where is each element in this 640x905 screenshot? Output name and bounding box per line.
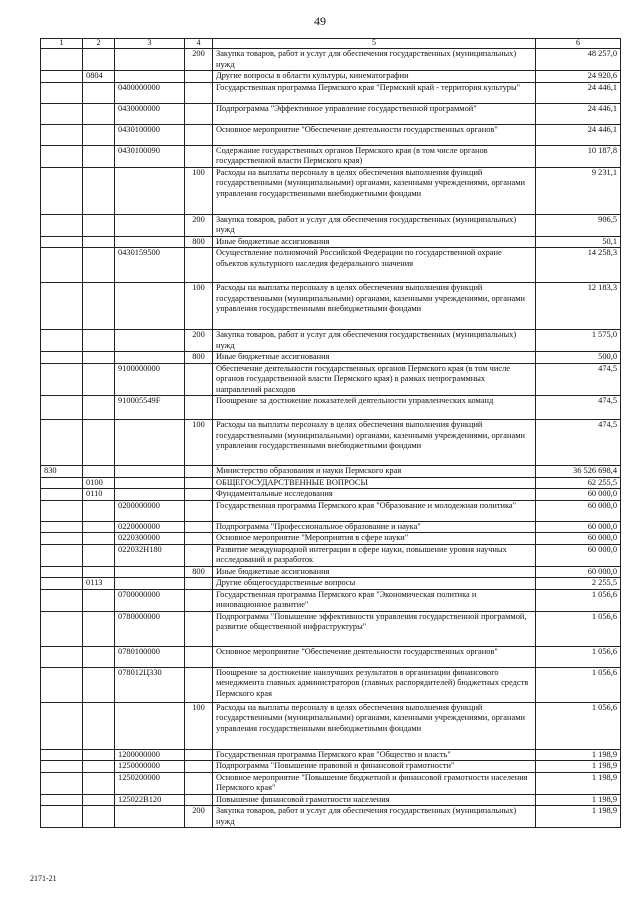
section-code-cell	[83, 396, 115, 420]
description-cell: Осуществление полномочий Российской Федерации по государственной охране объектов культурного наследия федерального значения	[213, 248, 536, 283]
department-code-cell	[41, 145, 83, 167]
table-row	[41, 330, 621, 352]
table-row	[41, 667, 621, 702]
target-article-cell	[115, 71, 185, 83]
amount-cell: 48 257,0	[536, 49, 621, 71]
target-article-cell	[115, 566, 185, 578]
expense-type-cell	[185, 82, 213, 103]
amount-cell: 1 056,6	[536, 646, 621, 667]
table-header-row	[41, 39, 621, 49]
amount-cell: 50,1	[536, 236, 621, 248]
amount-cell: 1 056,6	[536, 667, 621, 702]
target-article-cell: 0700000000	[115, 589, 185, 611]
amount-cell: 9 231,1	[536, 167, 621, 214]
table-row	[41, 806, 621, 828]
expense-type-cell: 100	[185, 283, 213, 330]
department-code-cell	[41, 749, 83, 761]
description-cell: Другие общегосударственные вопросы	[213, 578, 536, 590]
table-row	[41, 533, 621, 545]
section-code-cell	[83, 103, 115, 124]
description-cell: ОБЩЕГОСУДАРСТВЕННЫЕ ВОПРОСЫ	[213, 477, 536, 489]
table-row	[41, 772, 621, 794]
description-cell: Закупка товаров, работ и услуг для обеспечения государственных (муниципальных) нужд	[213, 49, 536, 71]
description-cell: Фундаментальные исследования	[213, 489, 536, 501]
expense-type-cell	[185, 646, 213, 667]
description-cell: Государственная программа Пермского края "Пермский край - территория культуры"	[213, 82, 536, 103]
amount-cell: 10 187,8	[536, 145, 621, 167]
department-code-cell	[41, 236, 83, 248]
header-col-3: 3	[115, 39, 185, 49]
department-code-cell	[41, 533, 83, 545]
section-code-cell: 0100	[83, 477, 115, 489]
section-code-cell: 0113	[83, 578, 115, 590]
target-article-cell: 0200000000	[115, 500, 185, 521]
amount-cell: 60 000,0	[536, 500, 621, 521]
budget-table	[40, 38, 621, 828]
expense-type-cell	[185, 544, 213, 566]
description-cell: Основное мероприятие "Обеспечение деятельности государственных органов"	[213, 646, 536, 667]
expense-type-cell: 200	[185, 49, 213, 71]
target-article-cell	[115, 330, 185, 352]
target-article-cell: 0220300000	[115, 533, 185, 545]
expense-type-cell	[185, 489, 213, 501]
table-row	[41, 489, 621, 501]
description-cell: Государственная программа Пермского края "Экономическая политика и инновационное развитие"	[213, 589, 536, 611]
description-cell: Поощрение за достижение наилучших результатов в организации финансового менеджмента главных администраторов (главных распорядителей) бюджетных средств Пермского края	[213, 667, 536, 702]
expense-type-cell	[185, 145, 213, 167]
description-cell: Подпрограмма "Эффективное управление государственной программой"	[213, 103, 536, 124]
amount-cell: 14 258,3	[536, 248, 621, 283]
expense-type-cell: 800	[185, 236, 213, 248]
header-col-2: 2	[83, 39, 115, 49]
amount-cell: 60 000,0	[536, 533, 621, 545]
table-row	[41, 477, 621, 489]
department-code-cell	[41, 283, 83, 330]
department-code-cell: 830	[41, 466, 83, 478]
department-code-cell	[41, 124, 83, 145]
description-cell: Обеспечение деятельности государственных органов Пермского края (в том числе органов государственной власти Пермского края) в рамках непрограммных направлений расходов	[213, 363, 536, 396]
target-article-cell: 022032H180	[115, 544, 185, 566]
department-code-cell	[41, 544, 83, 566]
expense-type-cell	[185, 667, 213, 702]
expense-type-cell: 100	[185, 167, 213, 214]
table-row	[41, 82, 621, 103]
expense-type-cell	[185, 466, 213, 478]
description-cell: Содержание государственных органов Пермского края (в том числе органов государственной власти Пермского края)	[213, 145, 536, 167]
target-article-cell	[115, 806, 185, 828]
description-cell: Иные бюджетные ассигнования	[213, 566, 536, 578]
description-cell: Поощрение за достижение показателей деятельности управленческих команд	[213, 396, 536, 420]
amount-cell: 60 000,0	[536, 566, 621, 578]
section-code-cell	[83, 82, 115, 103]
expense-type-cell	[185, 589, 213, 611]
description-cell: Иные бюджетные ассигнования	[213, 236, 536, 248]
department-code-cell	[41, 772, 83, 794]
description-cell: Государственная программа Пермского края "Образование и молодежная политика"	[213, 500, 536, 521]
target-article-cell: 9100000000	[115, 363, 185, 396]
expense-type-cell	[185, 71, 213, 83]
description-cell: Расходы на выплаты персоналу в целях обеспечения выполнения функций государственными (муниципальными) органами, казенными учреждениями, органами управления государственными внебюджетными фондами	[213, 283, 536, 330]
amount-cell: 24 920,6	[536, 71, 621, 83]
target-article-cell: 1200000000	[115, 749, 185, 761]
amount-cell: 36 526 698,4	[536, 466, 621, 478]
section-code-cell	[83, 283, 115, 330]
section-code-cell	[83, 772, 115, 794]
description-cell: Расходы на выплаты персоналу в целях обеспечения выполнения функций государственными (муниципальными) органами, казенными учреждениями, органами управления государственными внебюджетными фондами	[213, 420, 536, 466]
section-code-cell	[83, 167, 115, 214]
table-row	[41, 578, 621, 590]
section-code-cell	[83, 794, 115, 806]
description-cell: Закупка товаров, работ и услуг для обеспечения государственных (муниципальных) нужд	[213, 330, 536, 352]
page-number: 49	[314, 14, 326, 28]
table-row	[41, 566, 621, 578]
department-code-cell	[41, 646, 83, 667]
expense-type-cell: 800	[185, 352, 213, 364]
amount-cell: 500,0	[536, 352, 621, 364]
description-cell: Иные бюджетные ассигнования	[213, 352, 536, 364]
description-cell: Основное мероприятие "Обеспечение деятельности государственных органов"	[213, 124, 536, 145]
department-code-cell	[41, 49, 83, 71]
section-code-cell	[83, 533, 115, 545]
section-code-cell	[83, 806, 115, 828]
section-code-cell	[83, 49, 115, 71]
target-article-cell: 910005549F	[115, 396, 185, 420]
description-cell: Закупка товаров, работ и услуг для обеспечения государственных (муниципальных) нужд	[213, 806, 536, 828]
table-row	[41, 352, 621, 364]
amount-cell: 1 575,0	[536, 330, 621, 352]
table-body	[41, 49, 621, 828]
description-cell: Министерство образования и науки Пермского края	[213, 466, 536, 478]
section-code-cell	[83, 214, 115, 236]
section-code-cell	[83, 611, 115, 646]
expense-type-cell	[185, 749, 213, 761]
section-code-cell	[83, 330, 115, 352]
target-article-cell: 125022В120	[115, 794, 185, 806]
header-col-1: 1	[41, 39, 83, 49]
table-row	[41, 283, 621, 330]
expense-type-cell: 100	[185, 702, 213, 749]
target-article-cell: 0430000000	[115, 103, 185, 124]
department-code-cell	[41, 489, 83, 501]
department-code-cell	[41, 761, 83, 773]
expense-type-cell	[185, 578, 213, 590]
description-cell: Повышение финансовой грамотности населения	[213, 794, 536, 806]
table-row	[41, 611, 621, 646]
section-code-cell	[83, 145, 115, 167]
table-row	[41, 363, 621, 396]
section-code-cell: 0110	[83, 489, 115, 501]
expense-type-cell	[185, 363, 213, 396]
amount-cell: 24 446,1	[536, 124, 621, 145]
description-cell: Развитие международной интеграции в сфере науки, повышение уровня научных исследований и разработок	[213, 544, 536, 566]
description-cell: Основное мероприятие "Повышение бюджетной и финансовой грамотности населения Пермского края"	[213, 772, 536, 794]
section-code-cell	[83, 749, 115, 761]
amount-cell: 60 000,0	[536, 521, 621, 533]
expense-type-cell	[185, 124, 213, 145]
expense-type-cell	[185, 772, 213, 794]
expense-type-cell	[185, 477, 213, 489]
table-row	[41, 794, 621, 806]
table-row	[41, 167, 621, 214]
amount-cell: 60 000,0	[536, 489, 621, 501]
amount-cell: 62 255,5	[536, 477, 621, 489]
section-code-cell	[83, 702, 115, 749]
department-code-cell	[41, 71, 83, 83]
table-row	[41, 396, 621, 420]
target-article-cell	[115, 283, 185, 330]
table-row	[41, 749, 621, 761]
expense-type-cell: 200	[185, 330, 213, 352]
section-code-cell	[83, 544, 115, 566]
table-row	[41, 646, 621, 667]
expense-type-cell	[185, 248, 213, 283]
department-code-cell	[41, 420, 83, 466]
target-article-cell: 0430100090	[115, 145, 185, 167]
department-code-cell	[41, 578, 83, 590]
department-code-cell	[41, 589, 83, 611]
section-code-cell	[83, 420, 115, 466]
section-code-cell	[83, 646, 115, 667]
header-col-6: 6	[536, 39, 621, 49]
target-article-cell: 1250000000	[115, 761, 185, 773]
target-article-cell: 078012Ц330	[115, 667, 185, 702]
document-code: 2171-21	[30, 874, 57, 883]
table-row	[41, 500, 621, 521]
target-article-cell: 0430159500	[115, 248, 185, 283]
amount-cell: 12 183,3	[536, 283, 621, 330]
description-cell: Подпрограмма "Повышение эффективности управления государственной программой, развитие общественной инфраструктуры"	[213, 611, 536, 646]
target-article-cell: 1250200000	[115, 772, 185, 794]
department-code-cell	[41, 702, 83, 749]
department-code-cell	[41, 566, 83, 578]
section-code-cell	[83, 566, 115, 578]
description-cell: Расходы на выплаты персоналу в целях обеспечения выполнения функций государственными (муниципальными) органами, казенными учреждениями, органами управления государственными внебюджетными фондами	[213, 167, 536, 214]
amount-cell: 1 198,9	[536, 761, 621, 773]
expense-type-cell: 100	[185, 420, 213, 466]
expense-type-cell	[185, 103, 213, 124]
section-code-cell	[83, 248, 115, 283]
description-cell: Закупка товаров, работ и услуг для обеспечения государственных (муниципальных) нужд	[213, 214, 536, 236]
department-code-cell	[41, 477, 83, 489]
expense-type-cell	[185, 521, 213, 533]
amount-cell: 24 446,1	[536, 103, 621, 124]
table-row	[41, 589, 621, 611]
expense-type-cell	[185, 611, 213, 646]
table-row	[41, 420, 621, 466]
target-article-cell: 0780000000	[115, 611, 185, 646]
section-code-cell	[83, 500, 115, 521]
table-row	[41, 466, 621, 478]
target-article-cell	[115, 702, 185, 749]
amount-cell: 474,5	[536, 420, 621, 466]
target-article-cell	[115, 420, 185, 466]
amount-cell: 24 446,1	[536, 82, 621, 103]
amount-cell: 1 056,6	[536, 702, 621, 749]
target-article-cell	[115, 477, 185, 489]
table-row	[41, 103, 621, 124]
target-article-cell	[115, 167, 185, 214]
table-row	[41, 521, 621, 533]
expense-type-cell	[185, 500, 213, 521]
department-code-cell	[41, 611, 83, 646]
department-code-cell	[41, 806, 83, 828]
description-cell: Расходы на выплаты персоналу в целях обеспечения выполнения функций государственными (муниципальными) органами, казенными учреждениями, органами управления государственными внебюджетными фондами	[213, 702, 536, 749]
section-code-cell	[83, 236, 115, 248]
section-code-cell	[83, 589, 115, 611]
section-code-cell: 0804	[83, 71, 115, 83]
target-article-cell	[115, 214, 185, 236]
description-cell: Государственная программа Пермского края "Общество и власть"	[213, 749, 536, 761]
target-article-cell	[115, 236, 185, 248]
expense-type-cell: 200	[185, 214, 213, 236]
target-article-cell	[115, 352, 185, 364]
department-code-cell	[41, 500, 83, 521]
amount-cell: 474,5	[536, 396, 621, 420]
table-row	[41, 702, 621, 749]
section-code-cell	[83, 466, 115, 478]
header-col-4: 4	[185, 39, 213, 49]
department-code-cell	[41, 363, 83, 396]
header-col-5: 5	[213, 39, 536, 49]
expense-type-cell: 800	[185, 566, 213, 578]
expense-type-cell	[185, 533, 213, 545]
amount-cell: 1 198,9	[536, 806, 621, 828]
table-row	[41, 248, 621, 283]
amount-cell: 474,5	[536, 363, 621, 396]
department-code-cell	[41, 214, 83, 236]
table-row	[41, 49, 621, 71]
table-row	[41, 236, 621, 248]
target-article-cell	[115, 578, 185, 590]
description-cell: Другие вопросы в области культуры, кинематографии	[213, 71, 536, 83]
description-cell: Подпрограмма "Профессиональное образование и наука"	[213, 521, 536, 533]
department-code-cell	[41, 167, 83, 214]
amount-cell: 1 198,9	[536, 772, 621, 794]
description-cell: Основное мероприятие "Мероприятия в сфере науки"	[213, 533, 536, 545]
target-article-cell: 0430100000	[115, 124, 185, 145]
target-article-cell: 0220000000	[115, 521, 185, 533]
amount-cell: 1 056,6	[536, 589, 621, 611]
table-row	[41, 71, 621, 83]
department-code-cell	[41, 352, 83, 364]
expense-type-cell	[185, 761, 213, 773]
table-row	[41, 544, 621, 566]
department-code-cell	[41, 103, 83, 124]
amount-cell: 1 056,6	[536, 611, 621, 646]
table-row	[41, 214, 621, 236]
description-cell: Подпрограмма "Повышение правовой и финансовой грамотности"	[213, 761, 536, 773]
section-code-cell	[83, 667, 115, 702]
amount-cell: 2 255,5	[536, 578, 621, 590]
section-code-cell	[83, 352, 115, 364]
section-code-cell	[83, 363, 115, 396]
target-article-cell: 0780100000	[115, 646, 185, 667]
target-article-cell	[115, 49, 185, 71]
section-code-cell	[83, 124, 115, 145]
table-row	[41, 124, 621, 145]
target-article-cell	[115, 466, 185, 478]
amount-cell: 60 000,0	[536, 544, 621, 566]
department-code-cell	[41, 794, 83, 806]
amount-cell: 1 198,9	[536, 749, 621, 761]
expense-type-cell	[185, 396, 213, 420]
department-code-cell	[41, 667, 83, 702]
department-code-cell	[41, 396, 83, 420]
target-article-cell	[115, 489, 185, 501]
department-code-cell	[41, 330, 83, 352]
amount-cell: 1 198,9	[536, 794, 621, 806]
department-code-cell	[41, 82, 83, 103]
expense-type-cell: 200	[185, 806, 213, 828]
department-code-cell	[41, 521, 83, 533]
section-code-cell	[83, 521, 115, 533]
target-article-cell: 0400000000	[115, 82, 185, 103]
department-code-cell	[41, 248, 83, 283]
table-row	[41, 145, 621, 167]
expense-type-cell	[185, 794, 213, 806]
table-row	[41, 761, 621, 773]
section-code-cell	[83, 761, 115, 773]
amount-cell: 906,5	[536, 214, 621, 236]
